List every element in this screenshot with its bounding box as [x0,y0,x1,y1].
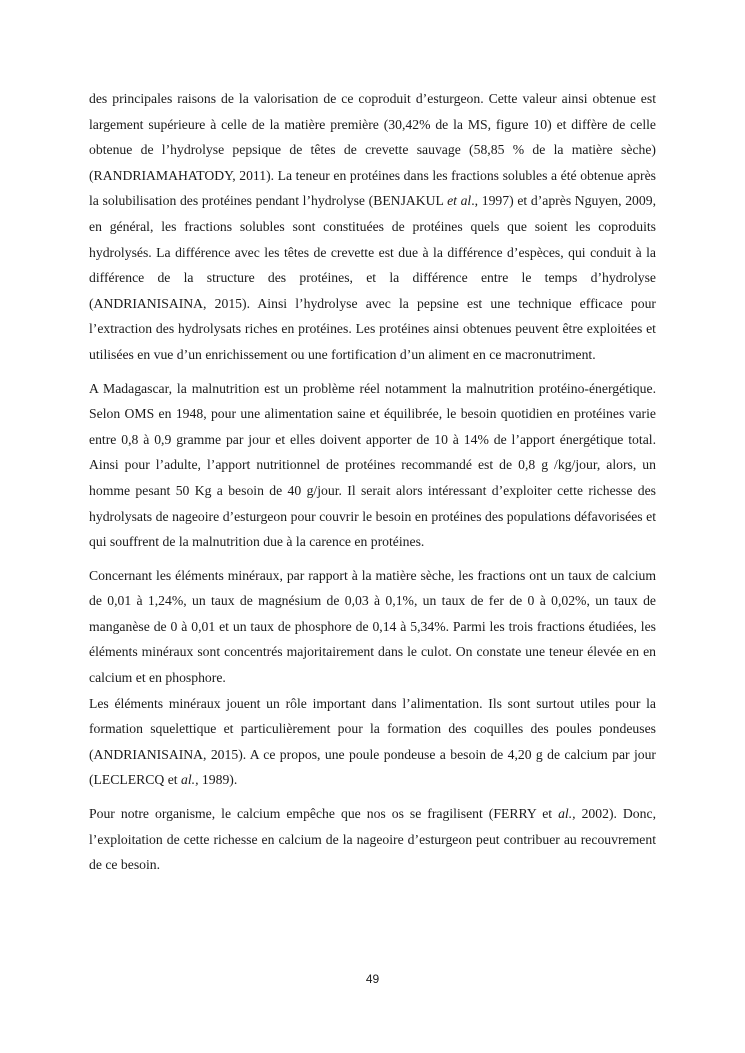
italic-segment: al., [181,772,199,788]
italic-segment: al., [558,806,576,822]
paragraph-protein-content [89,86,656,368]
text-segment: 2002). Donc, l’exploitation de cette richesse en calcium de la nageoire d’esturgeon peut contribuer au recouvrement de ce besoin. [89,806,656,873]
paragraph-mineral-role [89,691,656,793]
text-segment: des principales raisons de la valorisation de ce coproduit d’esturgeon. Cette valeur ainsi obtenue est largement supérieure à celle de la matière première (30,42% de la MS, figure 10) et diffère de celle obtenue de l’hydrolyse pepsique de têtes de crevette sauvage (58,85 % de la matière sèche) (RANDRIAMAHATODY, 2011). La teneur en protéines dans les fractions solubles a été obtenue après la solubilisation des protéines pendant l’hydrolyse (BENJAKUL [89,91,656,209]
italic-segment: et al [447,193,472,209]
text-segment: A Madagascar, la malnutrition est un problème réel notamment la malnutrition protéino-énergétique. Selon OMS en 1948, pour une alimentation saine et équilibrée, le besoin quotidien en protéines varie entre 0,8 à 0,9 gramme par jour et elles doivent apporter de 10 à 14% de l’apport énergétique total. Ainsi pour l’adulte, l’apport nutritionnel de protéines recommandé est de 0,8 g /kg/jour, alors, un homme pesant 50 Kg a besoin de 40 g/jour. Il serait alors intéressant d’exploiter cette richesse des hydrolysats de nageoire d’esturgeon pour couvrir le besoin en protéines des populations défavorisées et qui souffrent de la malnutrition due à la carence en protéines. [89,380,656,550]
paragraph-malnutrition [89,376,656,555]
text-segment: 1989). [198,772,238,788]
page-number: 49 [365,972,380,986]
body-text [89,86,656,878]
text-segment: Concernant les éléments minéraux, par rapport à la matière sèche, les fractions ont un taux de calcium de 0,01 à 1,24%, un taux de magnésium de 0,03 à 0,1%, un taux de fer de 0 à 0,02%, un taux de manganèse de 0 à 0,01 et un taux de phosphore de 0,14 à 5,34%. Parmi les trois fractions étudiées, les éléments minéraux sont concentrés majoritairement dans le culot. On constate une teneur élevée en en calcium et en phosphore. [89,567,656,686]
text-segment: Les éléments minéraux jouent un rôle important dans l’alimentation. Ils sont surtout utiles pour la formation squelettique et particulièrement pour la formation des coquilles des poules pondeuses (ANDRIANISAINA, 2015). A ce propos, une poule pondeuse a besoin de 4,20 g de calcium par jour (LECLERCQ et [89,695,656,788]
paragraph-calcium [89,801,656,878]
text-segment: ., 1997) et d’après Nguyen, 2009, en général, les fractions solubles sont constituées de protéines quels que soient les coproduits hydrolysés. La différence avec les têtes de crevette est due à la différence d’espèces, qui conduit à la différence de la structure des protéines, et la différence entre le temps d’hydrolyse (ANDRIANISAINA, 2015). Ainsi l’hydrolyse avec la pepsine est une technique efficace pour l’extraction des hydrolysats riches en protéines. Les protéines ainsi obtenues peuvent être exploitées et utilisées en vue d’un enrichissement ou une fortification d’un aliment en ce macronutriment. [89,193,656,362]
text-segment: Pour notre organisme, le calcium empêche que nos os se fragilisent (FERRY et [89,806,559,822]
paragraph-mineral-elements [89,563,656,691]
